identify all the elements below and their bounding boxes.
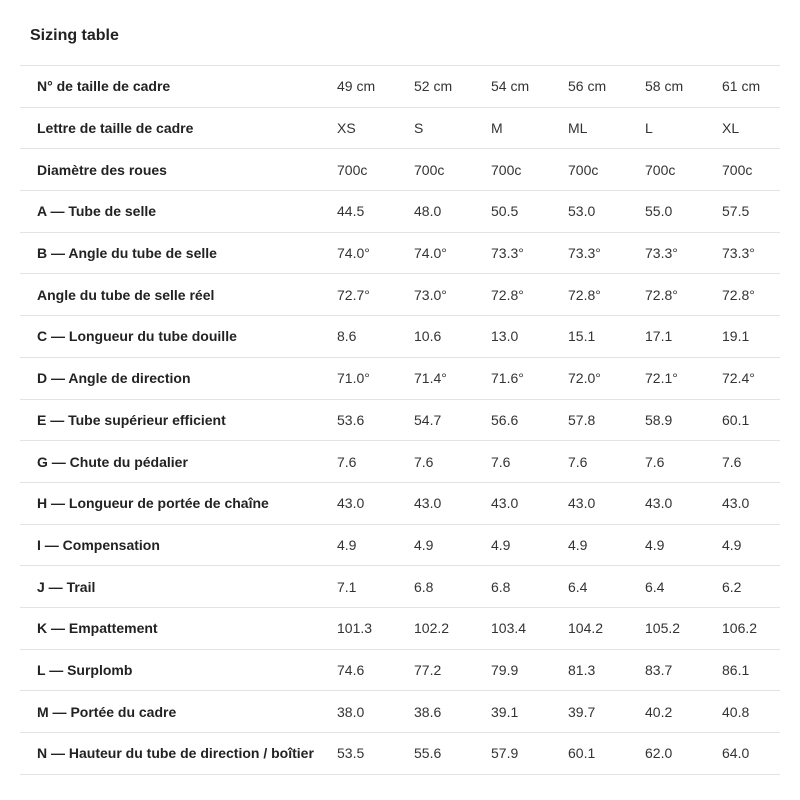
table-cell: 43.0 [318,482,395,524]
row-label: N — Hauteur du tube de direction / boîtier [20,733,318,775]
row-label: B — Angle du tube de selle [20,232,318,274]
table-cell: XL [703,107,780,149]
row-label: G — Chute du pédalier [20,441,318,483]
table-cell: 72.8° [472,274,549,316]
table-cell: 700c [318,149,395,191]
table-cell: 7.6 [549,441,626,483]
table-cell: 19.1 [703,316,780,358]
row-label: L — Surplomb [20,649,318,691]
table-cell: 102.2 [395,607,472,649]
table-cell: 6.8 [395,566,472,608]
table-cell: 54 cm [472,66,549,108]
table-cell: 60.1 [549,733,626,775]
row-label: H — Longueur de portée de chaîne [20,482,318,524]
table-cell: 53.5 [318,733,395,775]
table-row [20,607,780,649]
table-row [20,733,780,775]
table-cell: 4.9 [395,524,472,566]
table-cell: 57.9 [472,733,549,775]
table-row [20,66,780,108]
table-cell: 43.0 [472,482,549,524]
table-row [20,232,780,274]
table-cell: 74.0° [318,232,395,274]
table-cell: 74.0° [395,232,472,274]
table-cell: 17.1 [626,316,703,358]
table-cell: 73.3° [472,232,549,274]
table-cell: 43.0 [626,482,703,524]
table-cell: 7.6 [703,441,780,483]
table-cell: 8.6 [318,316,395,358]
table-cell: 72.8° [703,274,780,316]
table-row [20,316,780,358]
table-cell: 54.7 [395,399,472,441]
table-row [20,566,780,608]
table-cell: L [626,107,703,149]
table-cell: 72.8° [626,274,703,316]
table-cell: 58.9 [626,399,703,441]
table-cell: 73.3° [703,232,780,274]
table-cell: 40.2 [626,691,703,733]
table-cell: 7.6 [626,441,703,483]
row-label: A — Tube de selle [20,191,318,233]
table-cell: 71.4° [395,357,472,399]
table-cell: 57.5 [703,191,780,233]
table-cell: 55.0 [626,191,703,233]
table-cell: 56 cm [549,66,626,108]
table-cell: 700c [472,149,549,191]
table-row [20,149,780,191]
table-cell: 4.9 [472,524,549,566]
table-cell: 4.9 [318,524,395,566]
row-label: K — Empattement [20,607,318,649]
table-cell: 71.6° [472,357,549,399]
table-cell: 4.9 [703,524,780,566]
table-cell: 72.4° [703,357,780,399]
table-cell: 73.3° [626,232,703,274]
table-cell: 56.6 [472,399,549,441]
row-label: J — Trail [20,566,318,608]
table-cell: 700c [549,149,626,191]
table-cell: 73.0° [395,274,472,316]
table-cell: 55.6 [395,733,472,775]
table-cell: 10.6 [395,316,472,358]
table-cell: 105.2 [626,607,703,649]
table-cell: 53.0 [549,191,626,233]
table-cell: 72.1° [626,357,703,399]
table-cell: 72.8° [549,274,626,316]
table-cell: 43.0 [703,482,780,524]
table-cell: 38.6 [395,691,472,733]
table-cell: M [472,107,549,149]
table-row [20,274,780,316]
table-cell: 103.4 [472,607,549,649]
table-cell: 43.0 [549,482,626,524]
table-row [20,691,780,733]
table-cell: 77.2 [395,649,472,691]
table-cell: 6.4 [626,566,703,608]
table-cell: 81.3 [549,649,626,691]
row-label: Lettre de taille de cadre [20,107,318,149]
table-cell: 53.6 [318,399,395,441]
row-label: Diamètre des roues [20,149,318,191]
table-cell: 39.1 [472,691,549,733]
table-cell: 71.0° [318,357,395,399]
table-cell: 101.3 [318,607,395,649]
table-cell: 74.6 [318,649,395,691]
table-cell: 7.6 [318,441,395,483]
table-row [20,191,780,233]
table-cell: 52 cm [395,66,472,108]
table-cell: 7.1 [318,566,395,608]
table-cell: 86.1 [703,649,780,691]
table-cell: 72.0° [549,357,626,399]
table-row [20,482,780,524]
table-cell: 61 cm [703,66,780,108]
table-cell: 73.3° [549,232,626,274]
table-cell: 7.6 [472,441,549,483]
row-label: I — Compensation [20,524,318,566]
table-cell: 48.0 [395,191,472,233]
table-cell: 39.7 [549,691,626,733]
table-cell: 57.8 [549,399,626,441]
table-cell: 6.4 [549,566,626,608]
table-row [20,441,780,483]
table-cell: 83.7 [626,649,703,691]
table-row [20,524,780,566]
table-row [20,649,780,691]
table-title: Sizing table [30,27,119,44]
table-cell: 38.0 [318,691,395,733]
table-cell: 6.8 [472,566,549,608]
row-label: M — Portée du cadre [20,691,318,733]
table-cell: 40.8 [703,691,780,733]
table-cell: 64.0 [703,733,780,775]
table-cell: 700c [395,149,472,191]
table-cell: ML [549,107,626,149]
table-cell: 49 cm [318,66,395,108]
sizing-table [20,65,780,775]
table-cell: 43.0 [395,482,472,524]
table-cell: 106.2 [703,607,780,649]
row-label: D — Angle de direction [20,357,318,399]
table-cell: 4.9 [626,524,703,566]
table-cell: 60.1 [703,399,780,441]
table-cell: 44.5 [318,191,395,233]
row-label: E — Tube supérieur efficient [20,399,318,441]
table-cell: 7.6 [395,441,472,483]
row-label: N° de taille de cadre [20,66,318,108]
table-row [20,107,780,149]
table-cell: 13.0 [472,316,549,358]
table-cell: 6.2 [703,566,780,608]
row-label: C — Longueur du tube douille [20,316,318,358]
table-cell: 4.9 [549,524,626,566]
table-cell: 79.9 [472,649,549,691]
table-cell: 15.1 [549,316,626,358]
table-row [20,357,780,399]
table-cell: 104.2 [549,607,626,649]
table-cell: XS [318,107,395,149]
table-cell: 700c [626,149,703,191]
table-cell: S [395,107,472,149]
table-cell: 58 cm [626,66,703,108]
row-label: Angle du tube de selle réel [20,274,318,316]
table-cell: 62.0 [626,733,703,775]
table-row [20,399,780,441]
table-cell: 50.5 [472,191,549,233]
table-cell: 700c [703,149,780,191]
table-cell: 72.7° [318,274,395,316]
